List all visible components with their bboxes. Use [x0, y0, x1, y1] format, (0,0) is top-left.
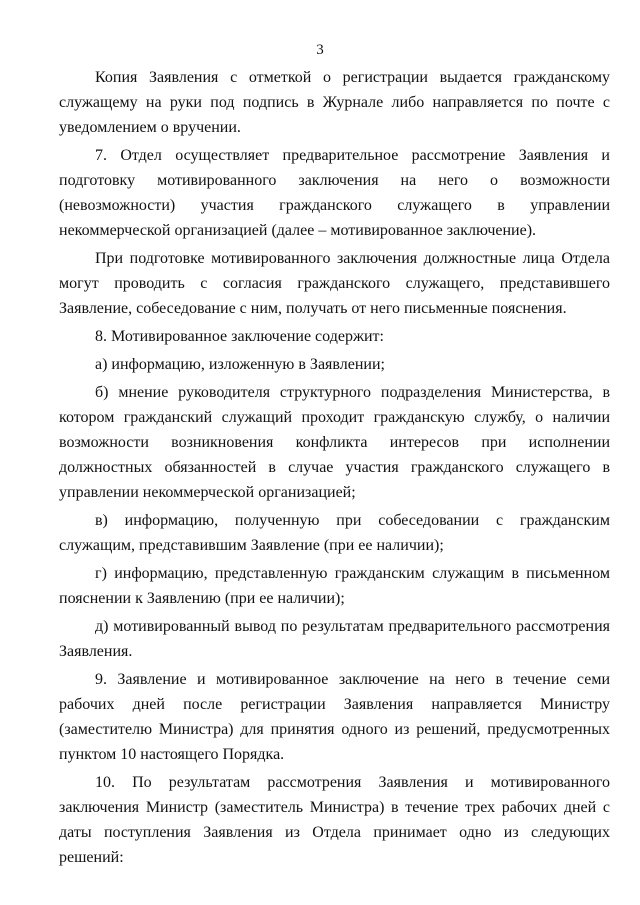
paragraph-copy-issuance: Копия Заявления с отметкой о регистрации выдается гражданскому служащему на руки под подпись в Журнале либо направляется по почте с уведомлением о вручении. [59, 69, 610, 136]
paragraph-item-8g: г) информацию, представленную гражданским служащим в письменном пояснении к Заявлению (при ее наличии); [59, 565, 610, 607]
paragraph-interview: При подготовке мотивированного заключения должностные лица Отдела могут проводить с согласия гражданского служащего, представившего Заявление, собеседование с ним, получать от него письменные пояснения. [59, 250, 610, 317]
paragraph-item-9: 9. Заявление и мотивированное заключение на него в течение семи рабочих дней после регистрации Заявления направляется Министру (заместителю Министра) для принятия одного из решений, предусмотренных пунктом 10 настоящего Порядка. [59, 671, 610, 763]
document-body [59, 65, 610, 870]
page-number: 3 [316, 42, 324, 58]
paragraph-item-8d: д) мотивированный вывод по результатам предварительного рассмотрения Заявления. [59, 618, 610, 660]
paragraph-item-8a: а) информацию, изложенную в Заявлении; [95, 356, 385, 373]
paragraph-item-10: 10. По результатам рассмотрения Заявления и мотивированного заключения Министр (заместитель Министра) в течение трех рабочих дней с даты поступления Заявления из Отдела принимает одно из следующих решений: [59, 774, 610, 866]
paragraph-item-7: 7. Отдел осуществляет предварительное рассмотрение Заявления и подготовку мотивированного заключения на него о возможности (невозможности) участия гражданского служащего в управлении некоммерческой организацией (далее – мотивированное заключение). [59, 147, 610, 239]
paragraph-item-8: 8. Мотивированное заключение содержит: [95, 328, 384, 345]
paragraph-item-8v: в) информацию, полученную при собеседовании с гражданским служащим, представившим Заявление (при ее наличии); [59, 512, 610, 554]
paragraph-item-8b: б) мнение руководителя структурного подразделения Министерства, в котором гражданский служащий проходит гражданскую службу, о наличии возможности возникновения конфликта интересов при исполнении должностных обязанностей в случае участия гражданского служащего в управлении некоммерческой организацией; [59, 384, 610, 501]
